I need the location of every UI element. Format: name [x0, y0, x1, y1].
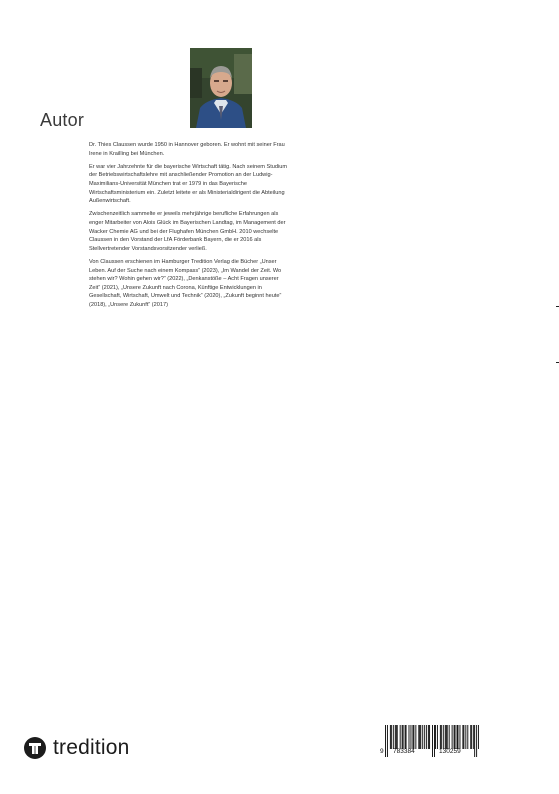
- barcode-bar: [418, 725, 419, 749]
- barcode-bar: [462, 725, 463, 749]
- barcode-bar: [435, 725, 436, 749]
- author-photo: [190, 48, 252, 128]
- publisher-name: tredition: [53, 736, 130, 759]
- barcode-bar: [470, 725, 471, 749]
- barcode-bar: [455, 725, 456, 749]
- barcode-bar: [457, 725, 458, 749]
- barcode-bar: [406, 725, 407, 749]
- author-biography: [89, 141, 289, 314]
- isbn-barcode: [377, 725, 479, 761]
- barcode-bar: [452, 725, 453, 749]
- barcode-bar: [441, 725, 442, 749]
- barcode-bar: [463, 725, 464, 749]
- barcode-bar: [449, 725, 450, 749]
- barcode-bar: [390, 725, 391, 749]
- barcode-bar: [459, 725, 460, 749]
- barcode-bar: [387, 725, 388, 757]
- barcode-bar: [385, 725, 386, 757]
- barcode-bar: [402, 725, 403, 749]
- author-portrait: [190, 48, 252, 128]
- barcode-bar: [400, 725, 401, 749]
- barcode-bar: [434, 725, 435, 757]
- barcode-bar: [445, 725, 446, 749]
- barcode-bar: [397, 725, 398, 749]
- barcode-bar: [471, 725, 472, 749]
- barcode-bar: [422, 725, 423, 749]
- bio-paragraph: Zwischenzeitlich sammelte er jeweils mehrjährige berufliche Erfahrungen als enger Mitarbeiter von Alois Glück im Bayerischen Landtag, im Management der Wacker Chemie AG und bei der Flughafen München GmbH. 2010 wechselte Claussen in den Vorstand der LfA Förderbank Bayern, die er 2016 als Stellvertretender Vorstandsvorsitzender verließ.: [89, 211, 286, 252]
- tredition-logo-icon: [24, 737, 46, 759]
- barcode-bar: [473, 725, 474, 749]
- barcode-bar: [403, 725, 404, 749]
- section-heading: Autor: [40, 110, 85, 130]
- barcode-bar: [446, 725, 447, 749]
- barcode-bar: [467, 725, 468, 749]
- barcode-bar: [443, 725, 444, 749]
- barcode-bar: [393, 725, 394, 749]
- barcode-bar: [440, 725, 441, 749]
- barcode-bar: [465, 725, 466, 749]
- publisher-logo: [24, 736, 130, 760]
- barcode-bar: [458, 725, 459, 749]
- barcode-prefix: 9: [380, 748, 384, 755]
- barcode-bar: [395, 725, 396, 749]
- barcode-bar: [405, 725, 406, 749]
- barcode-bar: [410, 725, 411, 749]
- barcode-bar: [413, 725, 414, 749]
- bio-paragraph: Dr. Thies Claussen wurde 1950 in Hannover geboren. Er wohnt mit seiner Frau Irene in Krailling bei München.: [89, 142, 285, 157]
- barcode-bar: [424, 725, 425, 749]
- barcode-bar: [474, 725, 475, 757]
- barcode-bar: [409, 725, 410, 749]
- barcode-bar: [476, 725, 477, 757]
- barcode-bar: [437, 725, 438, 749]
- barcode-bar: [415, 725, 416, 749]
- barcode-bar: [426, 725, 427, 749]
- barcode-bar: [428, 725, 429, 749]
- barcode-bar: [447, 725, 448, 749]
- barcode-bar: [412, 725, 413, 749]
- barcode-bar: [429, 725, 430, 749]
- barcode-bar: [419, 725, 420, 749]
- barcode-bar: [478, 725, 479, 749]
- bio-paragraph: Von Claussen erschienen im Hamburger Tredition Verlag die Bücher „Unser Leben. Auf der Suche nach einem Kompass“ (2023), „Im Wandel der Zeit. Wo stehen wir? Wohin gehen wir?“ (2022), „Denkanstöße – Acht Fragen unserer Zeit“ (2021), „Unsere Zukunft nach Corona, Künftige Entwicklungen in Gesellschaft, Wirtschaft, Umwelt und Technik“ (2020), „Zukunft beginnt heute“ (2018), „Unsere Zukunft“ (2017): [89, 258, 282, 308]
- barcode-bar: [420, 725, 421, 749]
- barcode-bar: [396, 725, 397, 749]
- barcode-bar: [391, 725, 392, 749]
- barcode-left-digits: 783384: [393, 748, 415, 755]
- barcode-right-digits: 130259: [439, 748, 461, 755]
- bio-paragraph: Er war vier Jahrzehnte für die bayerische Wirtschaft tätig. Nach seinem Studium der Betriebswirtschaftslehre mit anschließender Promotion an der Ludwig-Maximilians-Universität München trat er 1979 in das Bayerische Wirtschaftsministerium ein. Zuletzt leitete er als Ministerialdirigent die Abteilung Außenwirtschaft.: [89, 163, 288, 205]
- barcode-bar: [454, 725, 455, 749]
- barcode-bar: [432, 725, 433, 757]
